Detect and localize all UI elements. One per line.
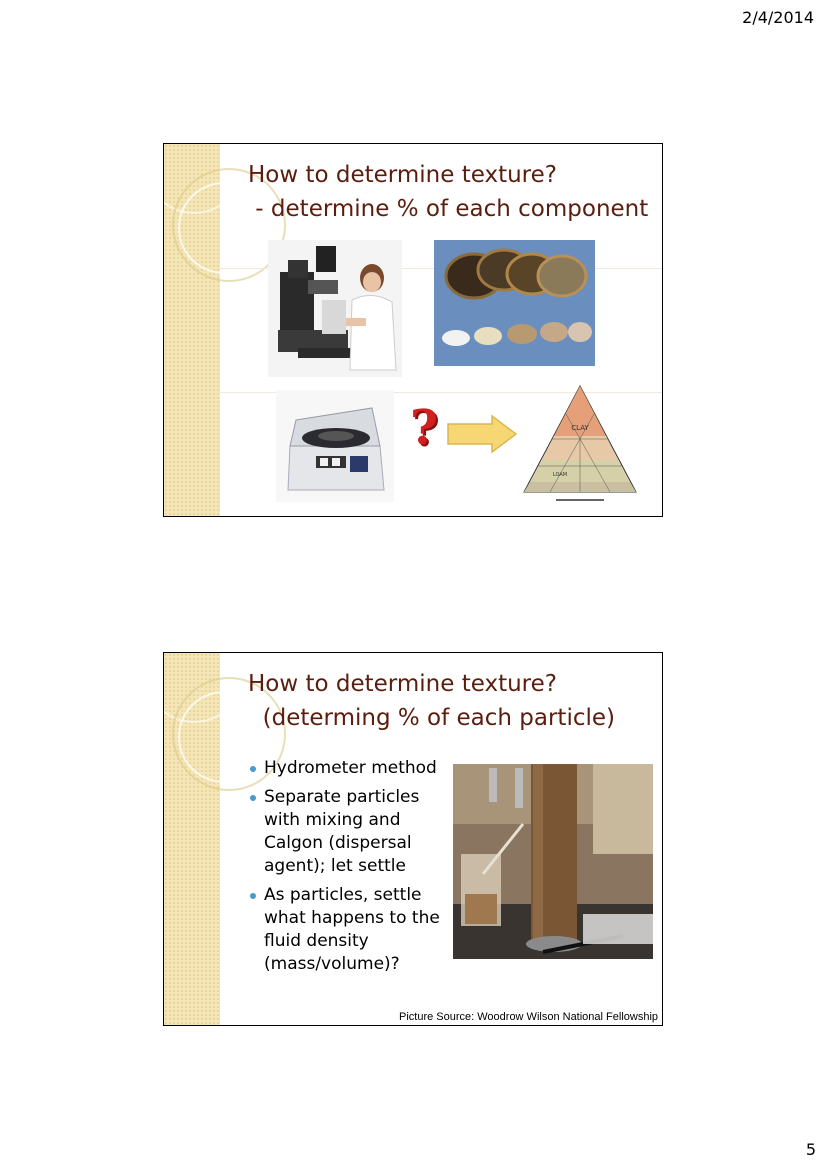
decorative-sidebar (164, 144, 220, 516)
list-item (250, 884, 440, 976)
arrow-icon (446, 414, 518, 454)
bullet-icon (250, 766, 256, 772)
bullet-text: Separate particles with mixing and Calgon (dispersal agent); let settle (264, 787, 420, 876)
slide-2 (163, 652, 663, 1026)
slide-title-line: - determine % of each component (248, 196, 649, 222)
hydrometer-photo (453, 764, 653, 959)
slide-title-line: (determing % of each particle) (248, 705, 615, 731)
triangle-label-clay: CLAY (571, 424, 589, 432)
centrifuge-illustration (276, 390, 394, 502)
slide-title (248, 158, 648, 226)
question-mark: ? (410, 400, 439, 456)
soil-texture-triangle (520, 384, 648, 508)
slide-1 (163, 143, 663, 517)
sieves-illustration (434, 240, 595, 366)
bullet-list (250, 757, 440, 982)
bullet-icon (250, 893, 256, 899)
hydrometer-illustration (453, 764, 653, 959)
picture-source-caption: Picture Source: Woodrow Wilson National Fellowship (398, 1011, 658, 1023)
microscope-illustration (268, 240, 402, 377)
list-item (250, 786, 440, 878)
decorative-sidebar (164, 653, 220, 1025)
microscope-photo (268, 240, 402, 377)
slide-title-line: How to determine texture? (248, 671, 557, 697)
sieves-photo (434, 240, 595, 366)
centrifuge-photo (276, 390, 394, 502)
list-item (250, 757, 440, 780)
slide-title (248, 667, 648, 735)
bullet-icon (250, 795, 256, 801)
page-number: 5 (805, 1140, 816, 1159)
bullet-text: As particles, settle what happens to the fluid density (mass/volume)? (264, 885, 440, 974)
bullet-text: Hydrometer method (264, 758, 437, 778)
slide-title-line: How to determine texture? (248, 162, 557, 188)
page-date: 2/4/2014 (742, 8, 814, 27)
triangle-label-loam: LOAM (552, 472, 568, 478)
